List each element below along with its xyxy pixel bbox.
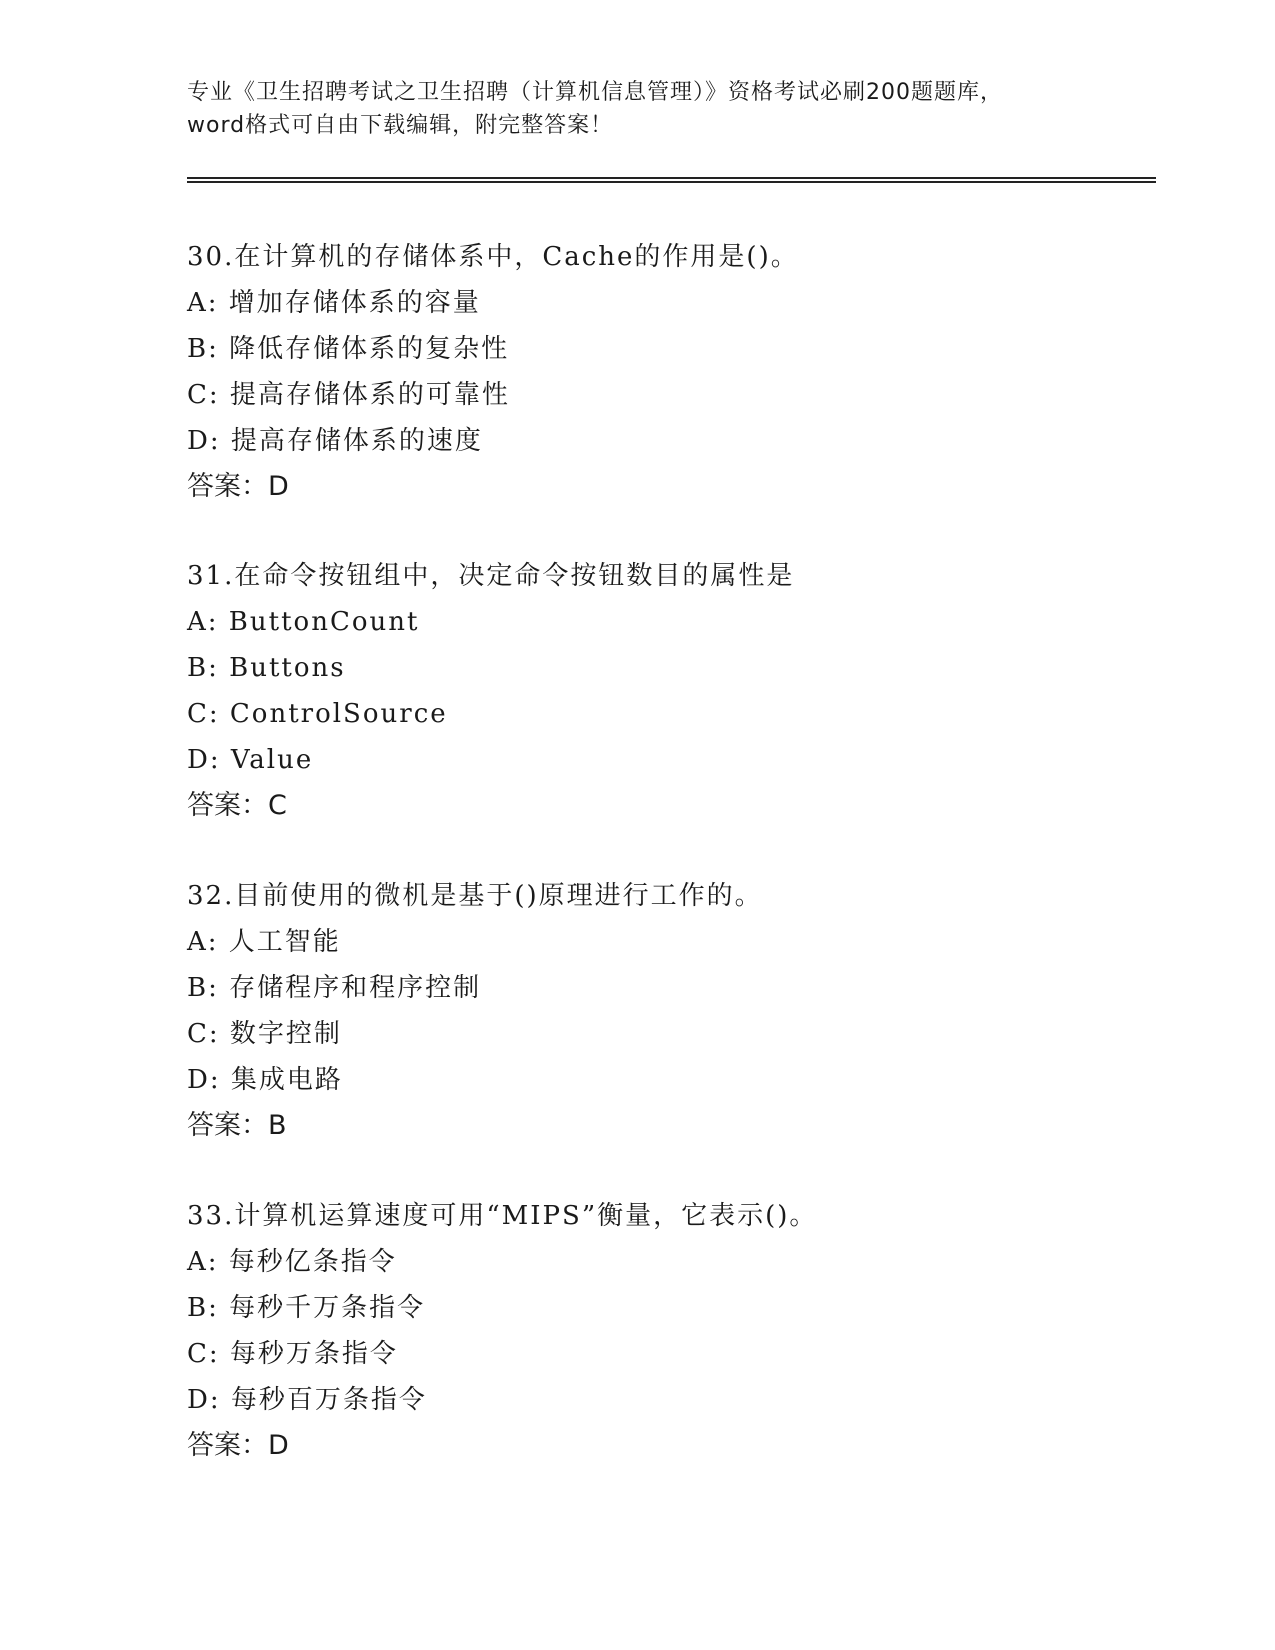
option-c: C: 每秒万条指令 xyxy=(187,1339,398,1369)
question-31 xyxy=(187,553,1087,829)
option-a: A: 人工智能 xyxy=(187,927,341,957)
option-b: B: 每秒千万条指令 xyxy=(187,1293,426,1323)
answer-line: 答案：D xyxy=(187,471,289,502)
document-header xyxy=(187,76,1087,142)
answer-line: 答案：B xyxy=(187,1110,287,1141)
answer-line: 答案：C xyxy=(187,790,287,821)
header-line-2: word格式可自由下载编辑，附完整答案！ xyxy=(187,113,614,138)
option-c: C: 数字控制 xyxy=(187,1019,342,1049)
question-stem: 32.目前使用的微机是基于()原理进行工作的。 xyxy=(187,881,763,911)
question-33 xyxy=(187,1193,1087,1469)
option-c: C: ControlSource xyxy=(187,699,448,729)
question-30 xyxy=(187,234,1087,510)
option-a: A: 每秒亿条指令 xyxy=(187,1247,397,1277)
option-d: D: 集成电路 xyxy=(187,1065,343,1095)
option-a: A: 增加存储体系的容量 xyxy=(187,288,481,318)
question-32 xyxy=(187,873,1087,1149)
option-d: D: Value xyxy=(187,745,314,775)
option-b: B: Buttons xyxy=(187,653,346,683)
question-stem: 30.在计算机的存储体系中，Cache的作用是()。 xyxy=(187,242,799,272)
header-line-1: 专业《卫生招聘考试之卫生招聘（计算机信息管理）》资格考试必刷200题题库， xyxy=(187,80,1003,105)
option-b: B: 降低存储体系的复杂性 xyxy=(187,334,510,364)
question-stem: 31.在命令按钮组中，决定命令按钮数目的属性是 xyxy=(187,561,795,591)
answer-line: 答案：D xyxy=(187,1430,289,1461)
option-d: D: 每秒百万条指令 xyxy=(187,1385,427,1415)
option-d: D: 提高存储体系的速度 xyxy=(187,426,483,456)
header-divider xyxy=(187,177,1156,183)
option-b: B: 存储程序和程序控制 xyxy=(187,973,482,1003)
question-stem: 33.计算机运算速度可用“MIPS”衡量，它表示()。 xyxy=(187,1201,818,1231)
option-c: C: 提高存储体系的可靠性 xyxy=(187,380,510,410)
option-a: A: ButtonCount xyxy=(187,607,420,637)
